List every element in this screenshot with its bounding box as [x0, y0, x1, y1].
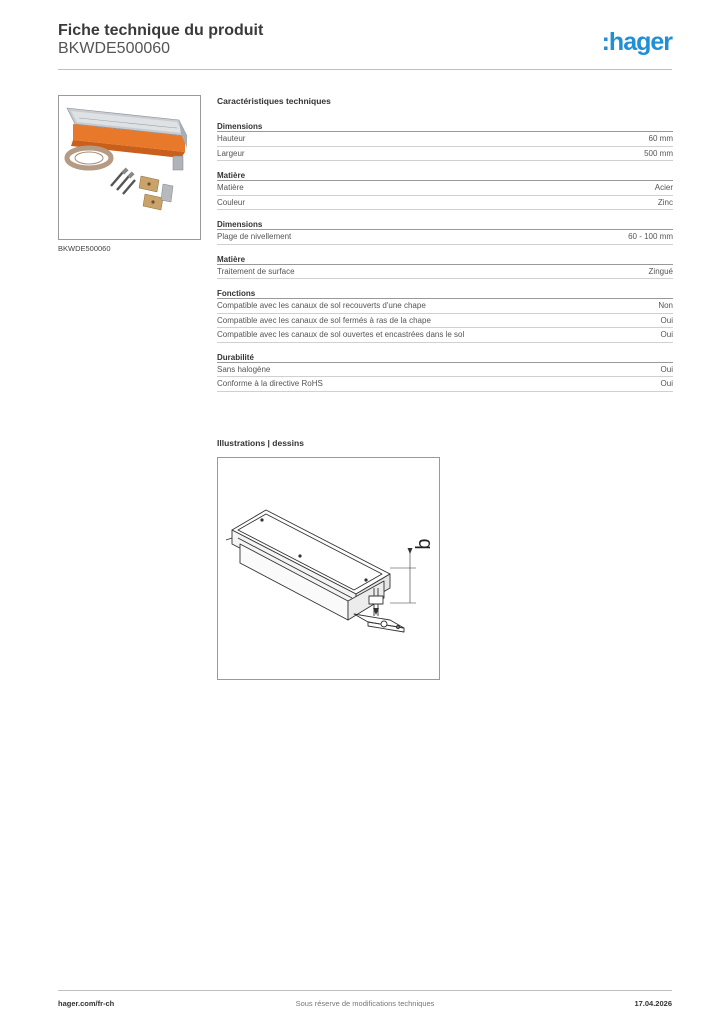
spec-label: Matière — [217, 183, 244, 192]
spec-label: Couleur — [217, 197, 246, 207]
spec-value: Zingué — [648, 266, 673, 276]
spec-label: Sans halogène — [217, 364, 271, 374]
product-reference: BKWDE500060 — [58, 40, 171, 57]
spec-group-dimensions — [217, 121, 673, 161]
spec-group-title: Dimensions — [217, 219, 673, 230]
spec-value: Oui — [660, 330, 673, 339]
specs-heading: Caractéristiques techniques — [217, 96, 331, 106]
spec-group-title: Matière — [217, 170, 673, 181]
spec-value: 60 mm — [648, 134, 673, 143]
spec-value: Zinc — [657, 197, 673, 207]
footer-disclaimer: Sous réserve de modifications techniques — [295, 999, 435, 1008]
spec-row — [217, 196, 673, 211]
spec-value: 500 mm — [644, 148, 673, 158]
spec-row — [217, 363, 673, 378]
footer-website: hager.com/fr-ch — [58, 999, 115, 1008]
spec-group-material — [217, 170, 673, 210]
spec-group-leveling — [217, 219, 673, 245]
spec-group-title: Dimensions — [217, 121, 673, 132]
illustrations-heading: Illustrations | dessins — [217, 438, 304, 448]
product-photo-icon — [59, 96, 201, 240]
spec-row — [217, 265, 673, 280]
spec-value: Oui — [660, 364, 673, 374]
spec-row — [217, 132, 673, 147]
page-header — [58, 22, 672, 70]
spec-group-surface — [217, 254, 673, 280]
spec-row — [217, 181, 673, 196]
spec-label: Compatible avec les canaux de sol fermés à ras de la chape — [217, 315, 431, 325]
spec-row — [217, 377, 673, 392]
product-photo-caption: BKWDE500060 — [58, 244, 111, 253]
footer-date: 17.04.2026 — [634, 999, 672, 1008]
spec-value: Oui — [660, 315, 673, 325]
spec-group-functions — [217, 288, 673, 343]
spec-value: Acier — [654, 183, 673, 192]
spec-row — [217, 230, 673, 245]
spec-group-durability — [217, 352, 673, 392]
spec-label: Traitement de surface — [217, 266, 295, 276]
spec-group-title: Fonctions — [217, 288, 673, 299]
spec-row — [217, 147, 673, 162]
technical-drawing — [217, 457, 440, 680]
spec-label: Largeur — [217, 148, 245, 158]
technical-drawing-icon — [218, 458, 440, 680]
spec-row — [217, 299, 673, 314]
spec-group-title: Matière — [217, 254, 673, 265]
product-photo — [58, 95, 201, 240]
technical-specs — [217, 95, 673, 401]
spec-label: Plage de nivellement — [217, 232, 292, 241]
spec-group-title: Durabilité — [217, 352, 673, 363]
page-footer — [58, 990, 672, 1010]
spec-value: Non — [658, 301, 673, 310]
dimension-label: b — [413, 538, 435, 550]
spec-label: Conforme à la directive RoHS — [217, 379, 323, 388]
hager-logo: :hager — [601, 28, 672, 56]
page-title: Fiche technique du produit — [58, 22, 264, 39]
spec-label: Hauteur — [217, 134, 246, 143]
spec-label: Compatible avec les canaux de sol recouverts d'une chape — [217, 301, 426, 310]
spec-row — [217, 314, 673, 329]
spec-label: Compatible avec les canaux de sol ouvertes et encastrées dans le sol — [217, 330, 465, 339]
spec-row — [217, 328, 673, 343]
spec-value: Oui — [660, 379, 673, 388]
spec-value: 60 - 100 mm — [628, 232, 673, 241]
